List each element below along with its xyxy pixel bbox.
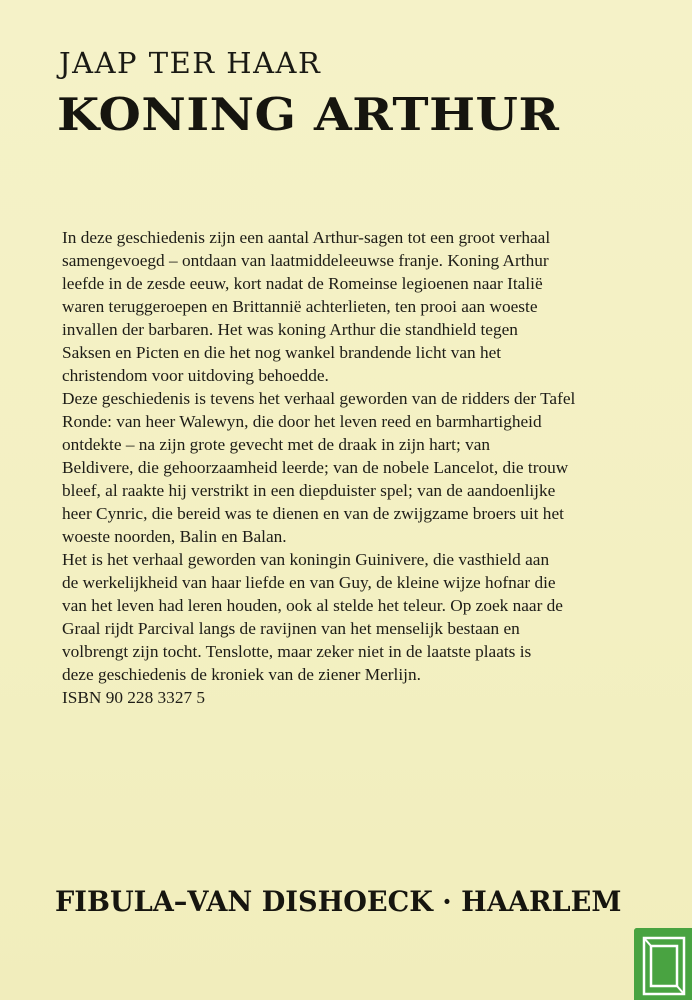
blurb-line: waren teruggeroepen en Brittannië achterlieten, ten prooi aan woeste bbox=[62, 297, 538, 316]
blurb-line: woeste noorden, Balin en Balan. bbox=[62, 527, 287, 546]
author-name: JAAP TER HAAR bbox=[59, 46, 322, 80]
blurb-line: ontdekte – na zijn grote gevecht met de draak in zijn hart; van bbox=[62, 435, 491, 454]
blurb-line: Graal rijdt Parcival langs de ravijnen van het menselijk bestaan en bbox=[62, 619, 520, 638]
blurb-line: Saksen en Picten en die het nog wankel brandende licht van het bbox=[62, 343, 502, 362]
publisher-imprint: FIBULA–VAN DISHOECK · HAARLEM bbox=[55, 885, 622, 918]
blurb-text bbox=[62, 226, 647, 709]
blurb-line: volbrengt zijn tocht. Tenslotte, maar zeker niet in de laatste plaats is bbox=[62, 642, 532, 661]
blurb-line: invallen der barbaren. Het was koning Arthur die standhield tegen bbox=[62, 320, 518, 339]
blurb-line: christendom voor uitdoving behoedde. bbox=[62, 366, 329, 385]
blurb-line: Ronde: van heer Walewyn, die door het leven reed en barmhartigheid bbox=[62, 412, 542, 431]
watermark-logo-icon bbox=[634, 928, 692, 1000]
blurb-line: heer Cynric, die bereid was te dienen en van de zwijgzame broers uit het bbox=[62, 504, 564, 523]
blurb-line: Beldivere, die gehoorzaamheid leerde; van de nobele Lancelot, die trouw bbox=[62, 458, 569, 477]
blurb-line: Deze geschiedenis is tevens het verhaal geworden van de ridders der Tafel bbox=[62, 389, 576, 408]
blurb-line: bleef, al raakte hij verstrikt in een diepduister spel; van de aandoenlijke bbox=[62, 481, 556, 500]
blurb-line: In deze geschiedenis zijn een aantal Arthur-sagen tot een groot verhaal bbox=[62, 228, 551, 247]
blurb-line: leefde in de zesde eeuw, kort nadat de Romeinse legioenen naar Italië bbox=[62, 274, 543, 293]
book-title: KONING ARTHUR bbox=[57, 88, 560, 141]
blurb-line: samengevoegd – ontdaan van laatmiddeleeuwse franje. Koning Arthur bbox=[62, 251, 549, 270]
blurb-line: de werkelijkheid van haar liefde en van Guy, de kleine wijze hofnar die bbox=[62, 573, 556, 592]
blurb-line: deze geschiedenis de kroniek van de ziener Merlijn. bbox=[62, 665, 421, 684]
blurb-line: Het is het verhaal geworden van koningin Guinivere, die vasthield aan bbox=[62, 550, 550, 569]
green-site-logo-corner-mark bbox=[634, 928, 692, 1000]
blurb-line: van het leven had leren houden, ook al stelde het teleur. Op zoek naar de bbox=[62, 596, 563, 615]
isbn-number: ISBN 90 228 3327 5 bbox=[62, 688, 206, 707]
